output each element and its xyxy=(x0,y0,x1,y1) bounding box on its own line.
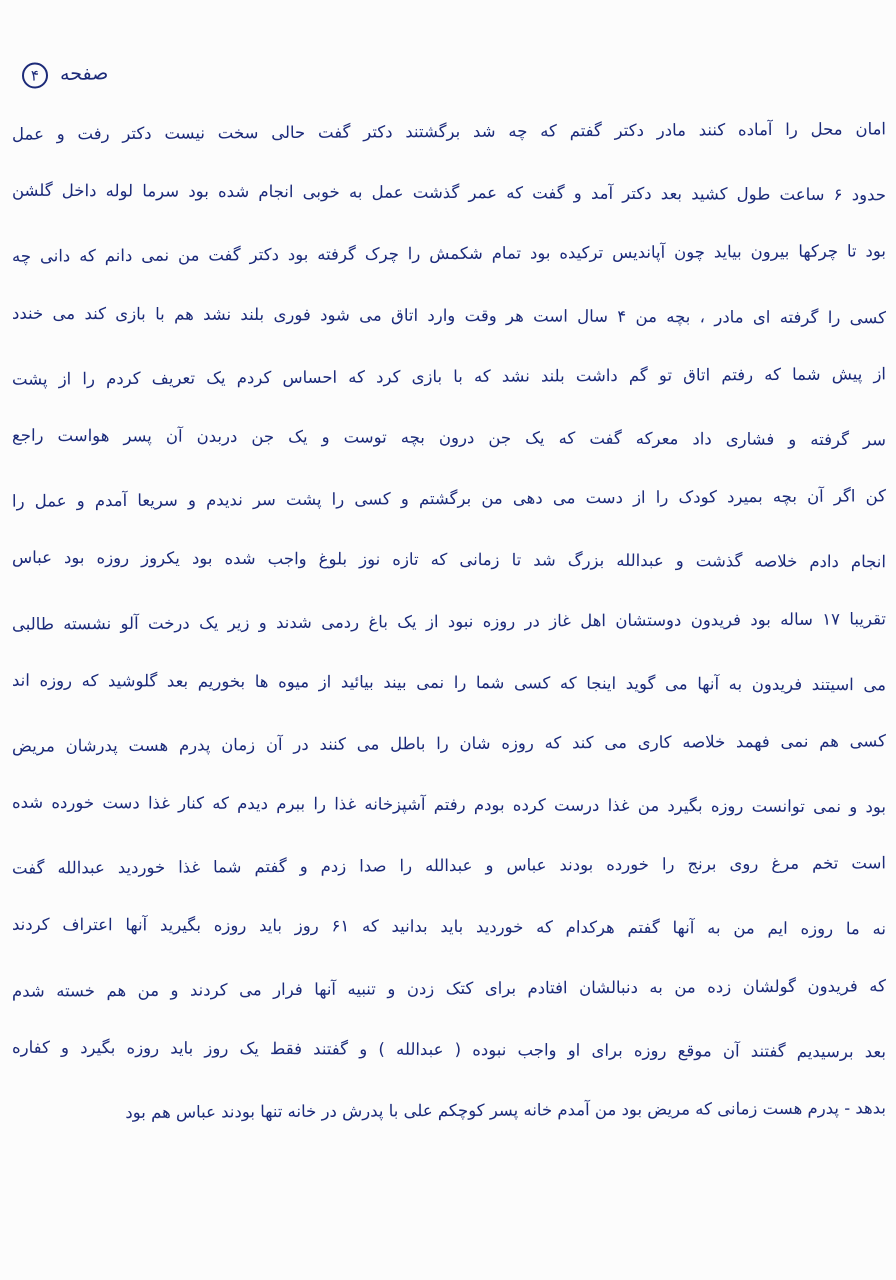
text-line: بود و نمی توانست روزه بگیرد من غذا درست کرده بودم رفتم آشپزخانه غذا را ببرم دیدم که کنار غذا دست خورده شده xyxy=(12,792,886,817)
text-line: بدهد - پدرم هست زمانی که مریض بود من آمدم خانه پسر کوچکم علی با پدرش در خانه تنها بودند عباس هم بود xyxy=(125,1098,886,1122)
text-line: بود تا چرکها بیرون بیاید چون آپاندیس ترکیده بود تمام شکمش را چرک گرفته بود دکتر گفت من نمی دانم که دانی چه xyxy=(12,241,886,267)
text-line: نه ما روزه ایم من به آنها گفتم هرکدام که خوردید باید بدانید که ۶۱ روز باید روزه بگیرید آنها اعتراف کردند xyxy=(12,915,886,939)
text-line: می اسیتند فریدون به آنها می گوید اینجا که کسی شما را نمی بیند بیائید از میوه ها بخوریم بعد گلوشید که روزه اند xyxy=(12,670,886,694)
text-line: کسی را گرفته ای مادر ، بچه من ۴ سال است هر وقت وارد اتاق می شود فوری بلند نشد هم با بازی کند می خندد xyxy=(12,303,886,327)
text-line: از پیش شما که رفتم اتاق تو گم داشت بلند نشد که با بازی کرد که احساس کردم یک تعریف کردم را از پشت xyxy=(12,364,886,389)
handwritten-text-body xyxy=(12,112,886,1152)
text-line: انجام دادم خلاصه گذشت و عبدالله بزرگ شد تا زمانی که تازه نوز بلوغ واجب شده بود یکروز روزه بود عباس xyxy=(12,548,886,572)
text-line: کسی هم نمی فهمد خلاصه کاری می کند که روزه شان را باطل می کنند در آن زمان پدرم هست پدرشان مریض xyxy=(12,731,886,756)
text-line: تقریبا ۱۷ ساله بود فریدون دوستشان اهل غاز در روزه نبود از یک باغ ردمی شدند و زیر یک درخت آلو نشسته طالبی xyxy=(12,608,886,634)
text-line: بعد برسیدیم گفتند آن موقع روزه برای او واجب نبوده ( عبدالله ) و گفتند فقط یک روز باید روزه بگیرد و کفاره xyxy=(12,1037,886,1062)
text-line: سر گرفته و فشاری داد معرکه گفت که یک جن درون بچه توست و یک جن دربدن آن پسر هواست راجع xyxy=(12,425,886,450)
text-line: حدود ۶ ساعت طول کشید بعد دکتر آمد و گفت که عمر گذشت عمل به خوبی انجام شده بود سرما لوله داخل گلشن xyxy=(12,180,886,205)
page-label-word: صفحه xyxy=(59,62,109,86)
text-line: امان محل را آماده کنند مادر دکتر گفتم که چه شد برگشتند دکتر گفت حالی سخت نیست دکتر رفت و عمل xyxy=(12,119,886,144)
page-number-label xyxy=(22,61,109,89)
text-line: که فریدون گولشان زده من به دنبالشان افتادم برای کتک زدن و تنبیه آنها فرار می کردند و من هم خسته شدم xyxy=(12,975,886,1001)
text-line: است تخم مرغ روی برنج را خورده بودند عباس و عبدالله را صدا زدم و گفتم شما غذا خوردید عبدالله گفت xyxy=(12,853,886,878)
text-line: کن اگر آن بچه بمیرد کودک را از دست می دهی من برگشتم و کسی را پشت سر ندیدم و سریعا آمدم و عمل را xyxy=(12,486,886,511)
page-number-circled: ۴ xyxy=(22,62,48,88)
